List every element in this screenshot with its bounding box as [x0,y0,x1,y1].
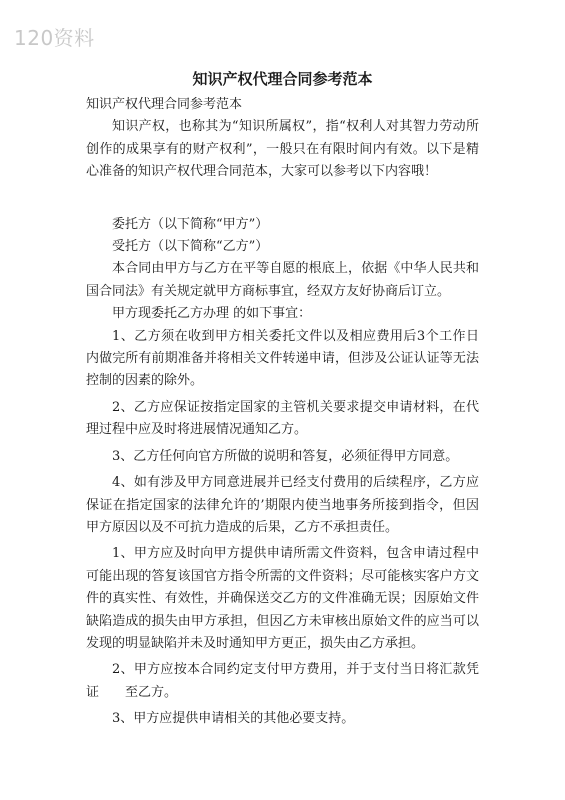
entrust-line: 甲方现委托乙方办理 的如下事宜： [112,306,312,322]
preamble-paragraph: 本合同由甲方与乙方在平等自愿的根底上，依据《中华人民共和国合同法》有关规定就甲方商标事宜，经双方友好协商后订立。 [86,261,479,299]
party-a-duty-2: 2、甲方应按本合同约定支付甲方费用，并于支付当日将汇款凭证 至乙方。 [86,662,479,700]
document-title: 知识产权代理合同参考范本 [192,70,373,88]
watermark: 120资料 [14,26,95,50]
party-a-duty-1: 1、甲方应及时向甲方提供申请所需文件资料，包含申请过程中可能出现的答复该国官方指令所需的文件资料；尽可能核实客户方文件的真实性、有效性，并确保送交乙方的文件准确无误；因原始文件缺陷造成的损失由甲方承担，但因乙方未审核出原始文件的应当可以发现的明显缺陷并未及时通知甲方更正，损失由乙方承担。 [86,546,479,651]
party-b-duty-4: 4、如有涉及甲方同意进展并已经支付费用的后续程序，乙方应保证在指定国家的法律允许的’期限内使当地事务所接到指令，但因甲方原因以及不可抗力造成的后果，乙方不承担责任。 [86,475,479,535]
party-b-duty-3: 3、乙方任何向官方所做的说明和答复，必须征得甲方同意。 [112,448,459,464]
document-subtitle: 知识产权代理合同参考范本 [86,97,243,112]
party-b-line: 受托方（以下简称“乙方”） [112,239,269,255]
party-b-duty-2: 2、乙方应保证按指定国家的主管机关要求提交申请材料，在代理过程中应及时将进展情况通知乙方。 [86,399,479,438]
spacer [86,184,479,214]
intro-paragraph: 知识产权，也称其为“知识所属权”，指“权利人对其智力劳动所创作的成果享有的财产权利”，一般只在有限时间内有效。以下是精心准备的知识产权代理合同范本，大家可以参考以下内容哦！ [86,119,479,180]
party-b-duty-1: 1、乙方须在收到甲方相关委托文件以及相应费用后3个工作日内做完所有前期准备并将相关文件转递申请，但涉及公证认证等无法控制的因素的除外。 [86,328,479,389]
party-a-line: 委托方（以下简称“甲方”） [112,216,269,232]
document-body [86,94,479,731]
party-a-duty-3: 3、甲方应提供申请相关的其他必要支持。 [112,711,355,727]
